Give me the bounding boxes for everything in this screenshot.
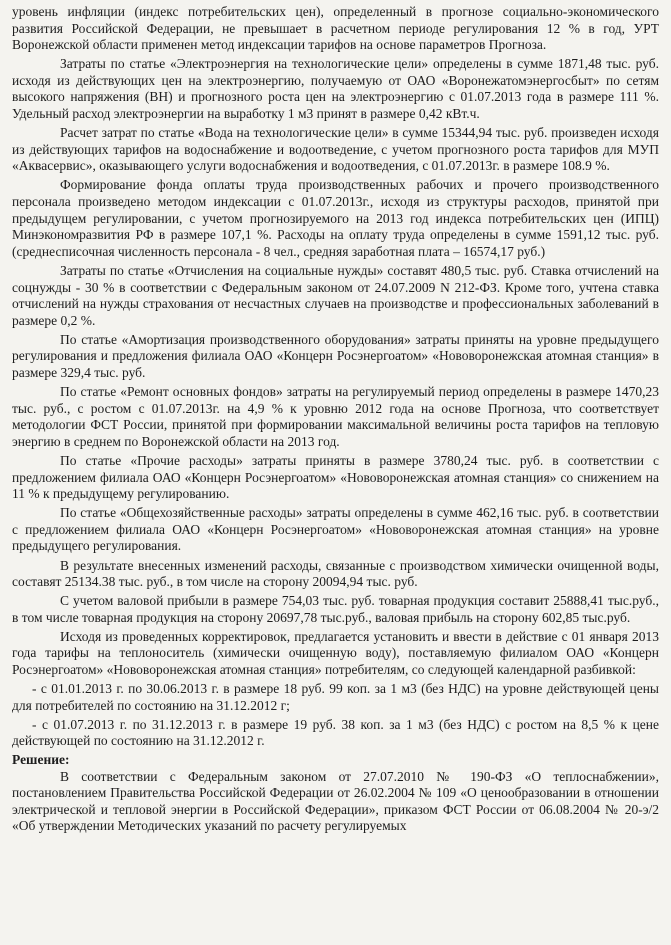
paragraph-decision-basis: В соответствии с Федеральным законом от 27.07.2010 № 190-ФЗ «О теплоснабжении», постановлением Правительства Российской Федерации от 26.02.2004 № 109 «О ценообразовании в отношении электрической и тепловой энергии в Российской Федерации», приказом ФСТ России от 06.08.2004 № 20-э/2 «Об утверждении Методических указаний по расчету регулируемых — [12, 768, 659, 834]
paragraph-gross-profit: С учетом валовой прибыли в размере 754,03 тыс. руб. товарная продукция составит 25888,41 тыс.руб., в том числе товарная продукция на сторону 20697,78 тыс.руб., валовая прибыль на сторону 602,85 тыс.руб. — [12, 593, 659, 625]
paragraph-repair-costs: По статье «Ремонт основных фондов» затраты на регулируемый период определены в размере 1470,23 тыс. руб., с ростом с 01.07.2013г. на 4,9 % к уровню 2012 года на основе Прогноза, что соответствует методологии ФСТ России, принятой при формировании максимальной величины роста тарифов на тепловую энергию в среднем по Воронежской области на 2013 год. — [12, 384, 659, 449]
paragraph-tariff-period-2: - с 01.07.2013 г. по 31.12.2013 г. в размере 19 руб. 38 коп. за 1 м3 (без НДС) с ростом на 8,5 % к цене действующей по состоянию на 31.12.2012 г. — [12, 716, 659, 749]
paragraph-electricity-costs: Затраты по статье «Электроэнергия на технологические цели» определены в сумме 1871,48 тыс. руб. исходя из действующих цен на электроэнергию, получаемую от ОАО «Воронежатомэнергосбыт» по сетям высокого напряжения (ВН) и прогнозного роста цен на электроэнергию с 01.07.2013 года в размере 111 %. Удельный расход электроэнергии на выработку 1 м3 принят в размере 0,42 кВт.ч. — [12, 56, 659, 122]
decision-heading: Решение: — [12, 752, 70, 768]
paragraph-general-expenses: По статье «Общехозяйственные расходы» затраты определены в сумме 462,16 тыс. руб. в соответствии с предложением филиала ОАО «Концерн Росэнергоатом» «Нововоронежская атомная станция» на уровне предыдущего регулирования. — [12, 505, 659, 554]
paragraph-depreciation: По статье «Амортизация производственного оборудования» затраты приняты на уровне предыдущего регулирования и предложения филиала ОАО «Концерн Росэнергоатом» «Нововоронежская атомная станция» в размере 329,4 тыс. руб. — [12, 331, 659, 380]
paragraph-total-expenses: В результате внесенных изменений расходы, связанные с производством химически очищенной воды, составят 25134.38 тыс. руб., в том числе на сторону 20094,94 тыс. руб. — [12, 557, 659, 590]
paragraph-water-costs: Расчет затрат по статье «Вода на технологические цели» в сумме 15344,94 тыс. руб. произведен исходя из действующих тарифов на водоснабжение и водоотведение, с учетом прогнозного роста тарифов для МУП «Аквасервис», оказывающего услуги водоснабжения и водоотведения, с 01.07.2013г. в размере 108.9 %. — [12, 125, 659, 174]
paragraph-tariff-period-1: - с 01.01.2013 г. по 30.06.2013 г. в размере 18 руб. 99 коп. за 1 м3 (без НДС) на уровне действующей цены для потребителей по состоянию на 31.12.2012 г; — [12, 681, 659, 713]
paragraph-other-expenses: По статье «Прочие расходы» затраты приняты в размере 3780,24 тыс. руб. в соответствии с предложением филиала ОАО «Концерн Росэнергоатом» «Нововоронежская атомная станция» со снижением на 11 % к предыдущему регулированию. — [12, 452, 659, 502]
paragraph-inflation-method: уровень инфляции (индекс потребительских цен), определенный в прогнозе социально-экономического развития Российской Федерации, не превышает в расчетном периоде регулирования 12 % в год, УРТ Воронежской области применен метод индексации тарифов на основе параметров Прогноза. — [12, 4, 659, 53]
paragraph-tariff-proposal: Исходя из проведенных корректировок, предлагается установить и ввести в действие с 01 января 2013 года тарифы на теплоноситель (химически очищенную воду), поставляемую филиалом ОАО «Концерн Росэнергоатом» «Нововоронежская атомная станция» потребителям, со следующей календарной разбивкой: — [12, 628, 659, 678]
paragraph-social-contributions: Затраты по статье «Отчисления на социальные нужды» составят 480,5 тыс. руб. Ставка отчислений на соцнужды - 30 % в соответствии с Федеральным законом от 24.07.2009 N 212-ФЗ. Кроме того, учтена ставка отчислений на нужды страхования от несчастных случаев на производстве и профессиональных заболеваний в размере 0,2 %. — [12, 262, 659, 328]
paragraph-payroll-fund: Формирование фонда оплаты труда производственных рабочих и прочего производственного персонала произведено методом индексации с 01.07.2013г., исходя из структуры расходов, принятой при предыдущем регулировании, с учетом прогнозируемого на 2013 год индекса потребительских цен (ИПЦ) Минэкономразвития РФ в размере 107,1 %. Расходы на оплату труда определены в сумме 1591,12 тыс. руб. (среднесписочная численность персонала - 8 чел., средняя заработная плата – 16574,17 руб.) — [12, 177, 659, 259]
